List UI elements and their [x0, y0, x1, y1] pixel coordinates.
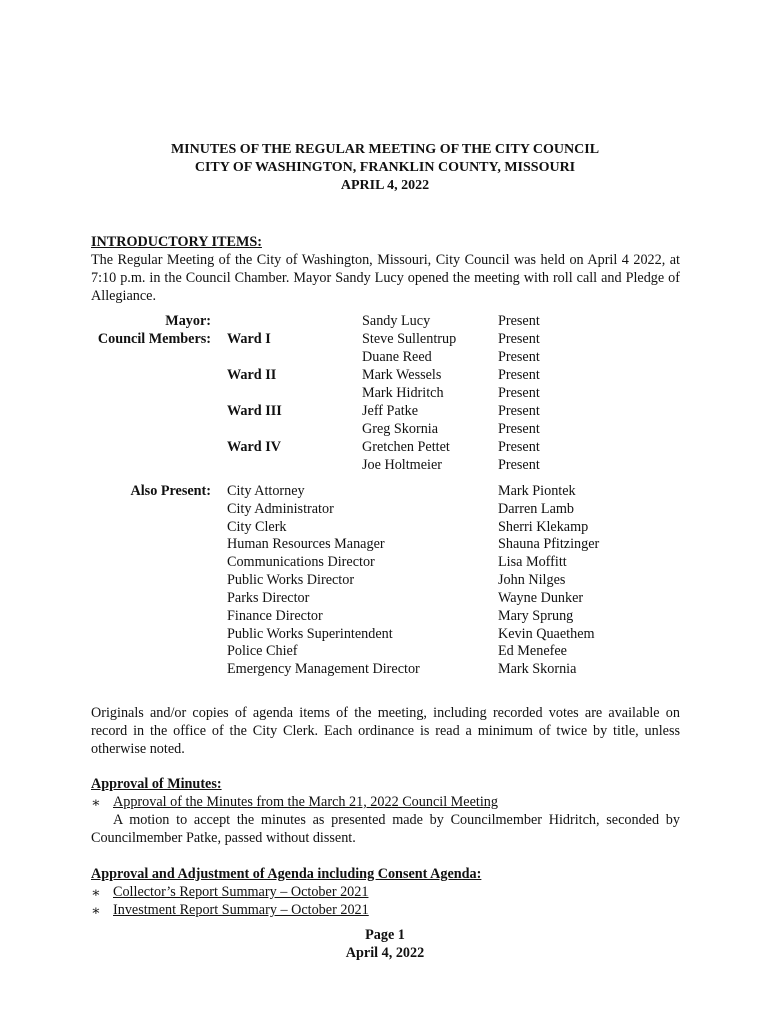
ward-label: Ward I — [227, 331, 271, 347]
member-name: Duane Reed — [362, 349, 432, 365]
staff-name: Mary Sprung — [498, 608, 574, 624]
footer-date: April 4, 2022 — [345, 945, 425, 961]
document-title-line-2: CITY OF WASHINGTON, FRANKLIN COUNTY, MISSOURI — [194, 160, 576, 175]
document-title-line-1: MINUTES OF THE REGULAR MEETING OF THE CITY COUNCIL — [170, 142, 600, 157]
staff-name: Darren Lamb — [498, 501, 575, 517]
bullet-icon: ∗ — [91, 795, 101, 811]
member-status: Present — [498, 313, 540, 329]
staff-name: Ed Menefee — [498, 643, 567, 659]
staff-title: Human Resources Manager — [227, 536, 385, 552]
member-status: Present — [498, 349, 540, 365]
staff-name: Mark Piontek — [498, 483, 576, 499]
staff-title: City Clerk — [227, 519, 287, 535]
agenda-item: Collector’s Report Summary – October 2021 — [113, 884, 369, 900]
introductory-heading: INTRODUCTORY ITEMS: — [91, 234, 262, 250]
council-members-label: Council Members: — [97, 331, 211, 347]
member-status: Present — [498, 457, 540, 473]
agenda-item: Investment Report Summary – October 2021 — [113, 902, 369, 918]
staff-name: Kevin Quaethem — [498, 626, 595, 642]
also-present-label: Also Present: — [130, 483, 211, 499]
agenda-approval-heading: Approval and Adjustment of Agenda including Consent Agenda: — [91, 866, 482, 882]
document-title-line-3: APRIL 4, 2022 — [340, 178, 430, 193]
member-name: Mark Wessels — [362, 367, 442, 383]
staff-title: Public Works Director — [227, 572, 355, 588]
member-name: Sandy Lucy — [362, 313, 431, 329]
bullet-icon: ∗ — [91, 885, 101, 901]
staff-title: City Attorney — [227, 483, 305, 499]
member-status: Present — [498, 367, 540, 383]
member-name: Greg Skornia — [362, 421, 439, 437]
staff-name: Shauna Pfitzinger — [498, 536, 600, 552]
minutes-approval-item: Approval of the Minutes from the March 21, 2022 Council Meeting — [113, 794, 498, 810]
ward-label: Ward III — [227, 403, 282, 419]
member-name: Gretchen Pettet — [362, 439, 450, 455]
bullet-icon: ∗ — [91, 903, 101, 919]
staff-title: Communications Director — [227, 554, 375, 570]
staff-name: Sherri Klekamp — [498, 519, 589, 535]
staff-title: Emergency Management Director — [227, 661, 420, 677]
ward-label: Ward II — [227, 367, 277, 383]
staff-name: Lisa Moffitt — [498, 554, 567, 570]
member-status: Present — [498, 385, 540, 401]
member-status: Present — [498, 421, 540, 437]
member-status: Present — [498, 403, 540, 419]
introductory-paragraph: The Regular Meeting of the City of Washington, Missouri, City Council was held on April 4 2022, at 7:10 p.m. in the Council Chamber. Mayor Sandy Lucy opened the meeting with roll call and Pledge of Allegiance. — [91, 252, 680, 304]
staff-title: City Administrator — [227, 501, 334, 517]
staff-title: Police Chief — [227, 643, 298, 659]
mayor-label: Mayor: — [165, 313, 211, 329]
staff-name: Wayne Dunker — [498, 590, 584, 606]
originals-paragraph: Originals and/or copies of agenda items of the meeting, including recorded votes are available on record in the office of the City Clerk. Each ordinance is read a minimum of twice by title, unless otherwise noted. — [91, 705, 680, 757]
staff-title: Public Works Superintendent — [227, 626, 393, 642]
staff-name: John Nilges — [498, 572, 566, 588]
member-status: Present — [498, 331, 540, 347]
member-name: Joe Holtmeier — [362, 457, 442, 473]
ward-label: Ward IV — [227, 439, 281, 455]
member-name: Mark Hidritch — [362, 385, 444, 401]
member-status: Present — [498, 439, 540, 455]
minutes-motion-paragraph: A motion to accept the minutes as presented made by Councilmember Hidritch, seconded by Councilmember Patke, passed without dissent. — [91, 812, 680, 846]
staff-name: Mark Skornia — [498, 661, 577, 677]
member-name: Steve Sullentrup — [362, 331, 457, 347]
approval-of-minutes-heading: Approval of Minutes: — [91, 776, 222, 792]
staff-title: Parks Director — [227, 590, 310, 606]
page-number: Page 1 — [365, 927, 405, 943]
staff-title: Finance Director — [227, 608, 323, 624]
member-name: Jeff Patke — [362, 403, 419, 419]
